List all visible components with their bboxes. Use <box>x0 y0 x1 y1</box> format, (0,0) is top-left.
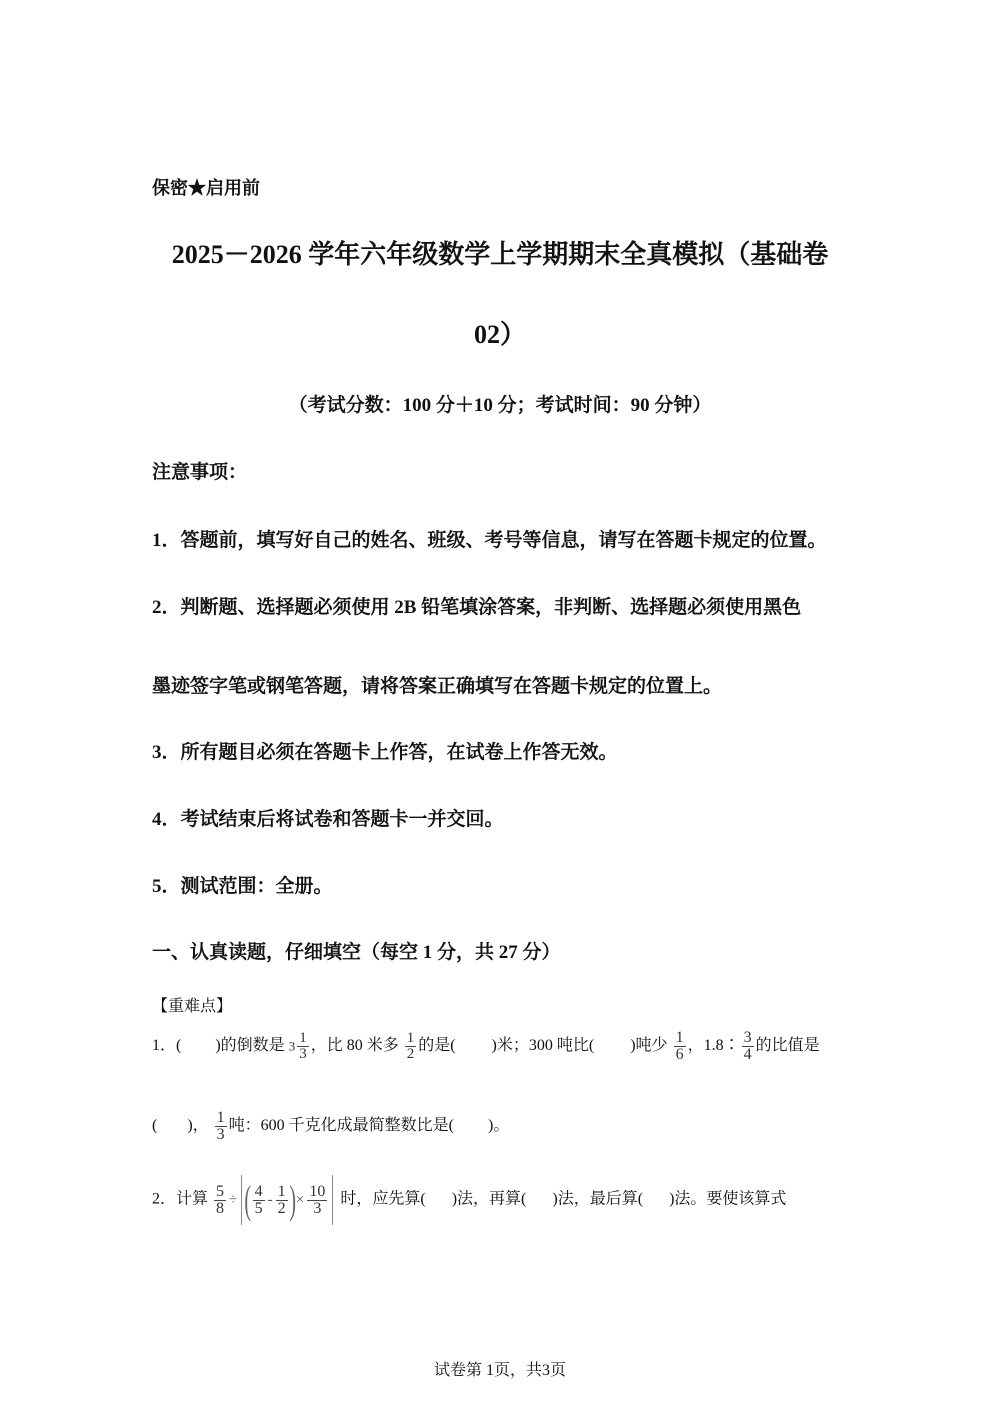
q1-text: 的是( <box>418 1037 456 1055</box>
q1-text: 的比值是 <box>755 1037 820 1055</box>
q2-text: )法，最后算( <box>552 1190 644 1208</box>
mixed-number: 3 $\frac{1}{3}$ <box>288 1030 307 1062</box>
paren-right: ) <box>288 1177 296 1222</box>
fraction: $\frac{1}{2}$ <box>277 1182 286 1217</box>
question-1-line1 <box>152 1030 820 1063</box>
notice-item-3: 3．所有题目必须在答题卡上作答，在试卷上作答无效。 <box>152 742 618 763</box>
notice-item-2: 2．判断题、选择题必须使用 2B 铅笔填涂答案，非判断、选择题必须使用黑色 <box>152 597 802 618</box>
q1-text: 1．( <box>152 1037 182 1055</box>
bracket-right <box>332 1175 333 1225</box>
notice-item-4: 4．考试结束后将试卷和答题卡一并交回。 <box>152 809 504 830</box>
exam-info: （考试分数：100 分＋10 分；考试时间：90 分钟） <box>288 395 712 416</box>
q1-text: )。 <box>488 1117 510 1135</box>
q2-text: 时，应先算( <box>340 1190 426 1208</box>
fraction: $\frac{1}{3}$ <box>216 1109 225 1143</box>
notice-item-1: 1．答题前，填写好自己的姓名、班级、考号等信息，请写在答题卡规定的位置。 <box>152 530 827 551</box>
q2-text: 2．计算 <box>152 1190 209 1208</box>
fraction: $\frac{4}{5}$ <box>254 1182 263 1217</box>
q1-text: ，1.8∶ <box>687 1037 740 1055</box>
q1-text: )吨少 <box>630 1037 668 1055</box>
q1-text: )， <box>187 1117 209 1135</box>
divide-sign: ÷ <box>229 1191 238 1208</box>
notice-item-5: 5．测试范围：全册。 <box>152 876 333 897</box>
secret-mark: 保密★启用前 <box>152 178 260 198</box>
fraction: $\frac{10}{3}$ <box>309 1182 326 1217</box>
minus-sign: - <box>267 1191 273 1208</box>
q2-text: )法。要使该算式 <box>669 1190 787 1208</box>
fraction: $\frac{3}{4}$ <box>743 1029 752 1063</box>
math-expression <box>212 1177 340 1222</box>
fraction: $\frac{5}{8}$ <box>216 1182 225 1217</box>
exam-title-line1: 2025－2026 学年六年级数学上学期期末全真模拟（基础卷 <box>171 240 829 269</box>
bracket-left <box>241 1175 242 1225</box>
fraction: $\frac{1}{2}$ <box>406 1030 415 1062</box>
q1-text: )的倒数是 <box>215 1037 285 1055</box>
section-heading: 一、认真读题，仔细填空（每空 1 分，共 27 分） <box>152 942 561 963</box>
fraction: $\frac{1}{6}$ <box>675 1029 684 1063</box>
question-1-line2 <box>152 1110 509 1143</box>
notice-heading: 注意事项： <box>152 462 248 483</box>
question-2-line1 <box>152 1175 786 1225</box>
section-tag: 【重难点】 <box>152 998 233 1015</box>
q1-text: )米；300 吨比( <box>491 1037 595 1055</box>
exam-title-line2: 02） <box>473 320 526 349</box>
page-footer: 试卷第 1页，共3页 <box>433 1362 566 1379</box>
notice-item-2-cont: 墨迹签字笔或钢笔答题，请将答案正确填写在答题卡规定的位置上。 <box>152 676 723 697</box>
q1-text: ( <box>152 1117 158 1135</box>
paren-left: ( <box>244 1177 252 1222</box>
times-sign: × <box>295 1191 305 1208</box>
q2-text: )法，再算( <box>451 1190 527 1208</box>
q1-text: ，比 80 米多 <box>310 1037 399 1055</box>
q1-text: 吨：600 千克化成最简整数比是( <box>228 1117 455 1135</box>
